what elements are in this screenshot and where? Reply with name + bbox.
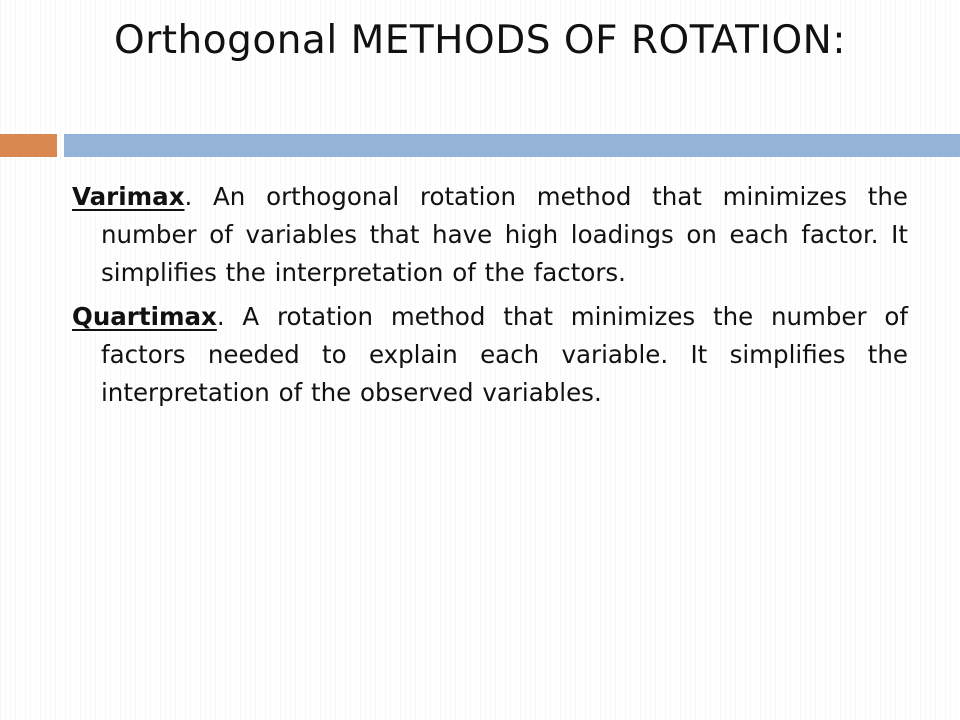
accent-bar-blue <box>64 134 960 157</box>
definition-text-quartimax: . A rotation method that minimizes the number of factors needed to explain each variable. It simplifies the interpretation of the observed variables. <box>101 302 908 407</box>
accent-bar-orange <box>0 134 57 157</box>
term-varimax: Varimax <box>72 182 185 211</box>
slide-body <box>72 178 908 418</box>
definition-text-varimax: . An orthogonal rotation method that minimizes the number of variables that have high loadings on each factor. It simplifies the interpretation of the factors. <box>101 182 908 287</box>
definition-varimax <box>72 178 908 292</box>
slide-title: Orthogonal METHODS OF ROTATION: <box>114 18 846 63</box>
definition-quartimax <box>72 298 908 412</box>
term-quartimax: Quartimax <box>72 302 217 331</box>
